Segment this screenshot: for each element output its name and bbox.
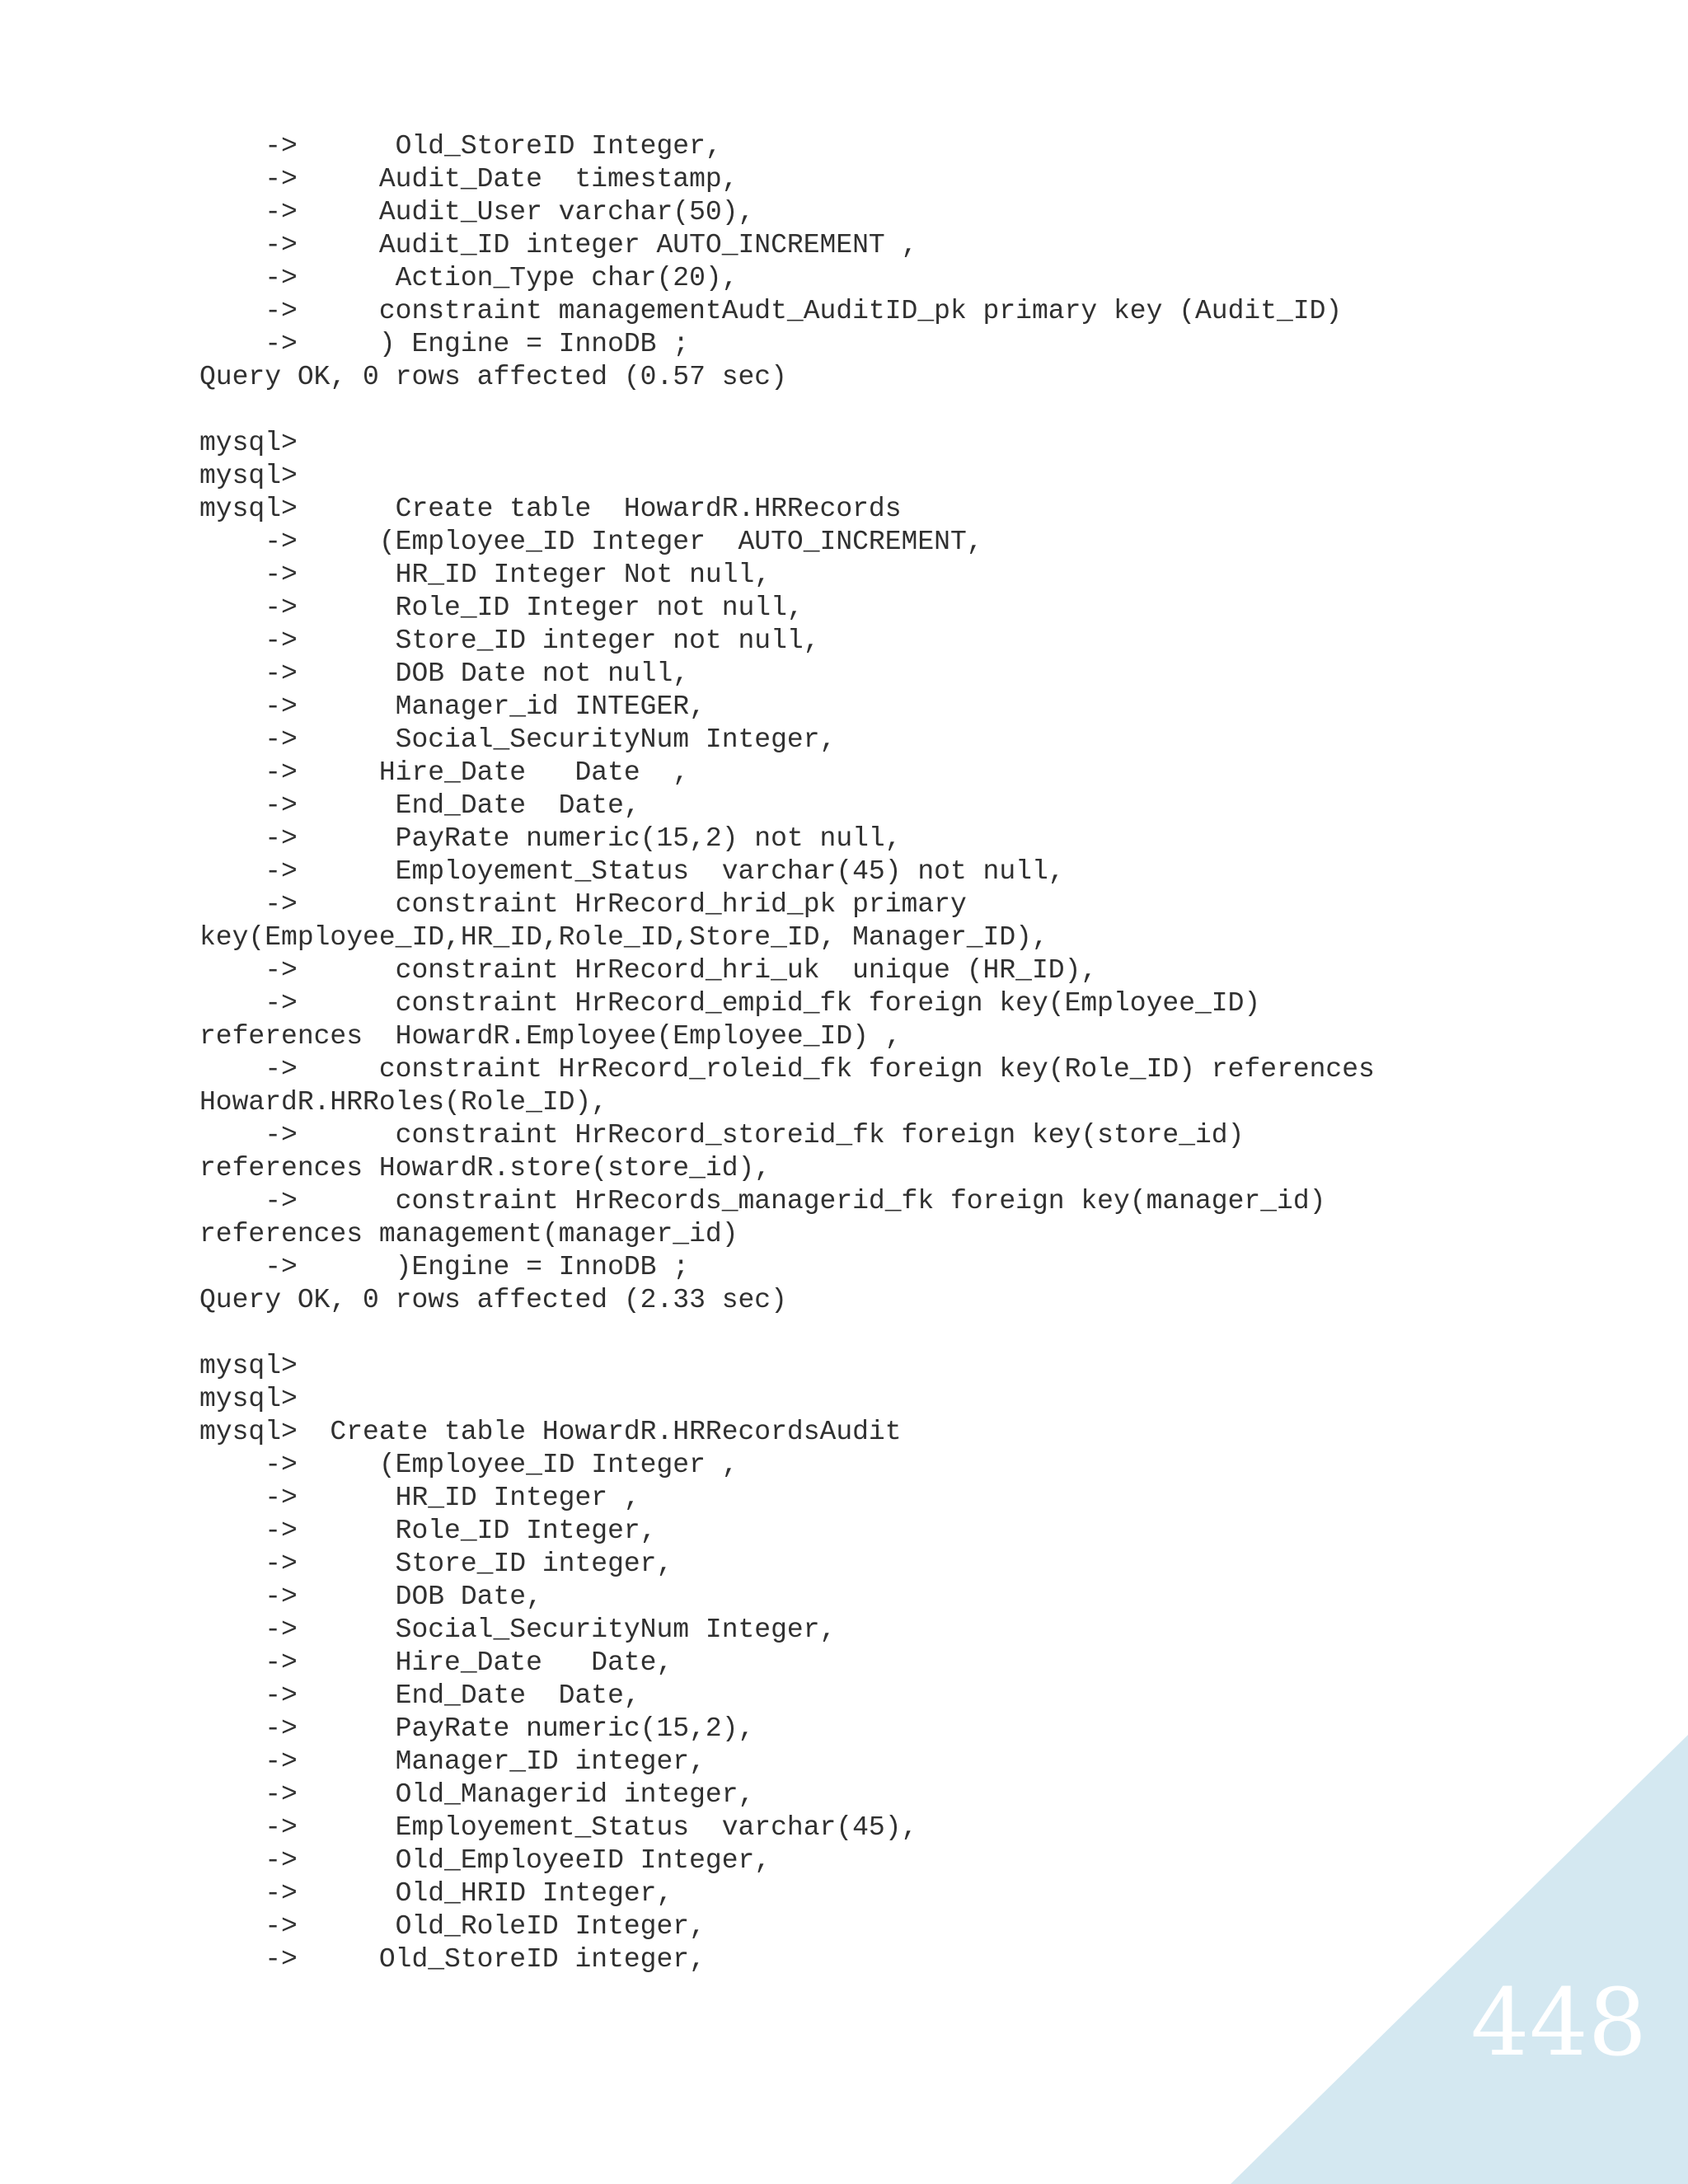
code-line: -> constraint HrRecord_empid_fk foreign key(Employee_ID) xyxy=(199,988,1261,1019)
mysql-prompt: mysql> Create table HowardR.HRRecordsAudit xyxy=(199,1417,902,1447)
blank-line xyxy=(199,394,1375,427)
mysql-prompt: mysql> Create table HowardR.HRRecords xyxy=(199,494,902,524)
code-line: references HowardR.store(store_id), xyxy=(199,1153,771,1183)
code-line: -> Old_StoreID integer, xyxy=(199,1944,706,1975)
code-line: -> Old_RoleID Integer, xyxy=(199,1911,706,1942)
code-line: -> DOB Date not null, xyxy=(199,658,690,689)
code-line: -> Old_EmployeeID Integer, xyxy=(199,1845,771,1876)
code-line: -> Role_ID Integer not null, xyxy=(199,593,804,623)
query-result: Query OK, 0 rows affected (0.57 sec) xyxy=(199,362,787,392)
code-line: -> Hire_Date Date, xyxy=(199,1647,673,1678)
code-line: -> Employement_Status varchar(45), xyxy=(199,1812,918,1843)
page-number: 448 xyxy=(1470,1970,1647,2077)
code-line: -> constraint HrRecord_hri_uk unique (HR_ID), xyxy=(199,955,1098,986)
code-line: -> HR_ID Integer Not null, xyxy=(199,560,771,590)
code-line: -> Audit_ID integer AUTO_INCREMENT , xyxy=(199,230,918,260)
code-line: -> Social_SecurityNum Integer, xyxy=(199,1615,837,1645)
mysql-console-transcript xyxy=(199,130,1375,1976)
code-line: -> Old_HRID Integer, xyxy=(199,1878,673,1909)
blank-line xyxy=(199,1317,1375,1350)
code-line: -> constraint managementAudt_AuditID_pk primary key (Audit_ID) xyxy=(199,296,1343,326)
code-line: -> Hire_Date Date , xyxy=(199,757,690,788)
code-line: -> Action_Type char(20), xyxy=(199,263,738,293)
code-line: -> Employement_Status varchar(45) not null, xyxy=(199,856,1065,887)
code-line: -> End_Date Date, xyxy=(199,1680,640,1711)
mysql-prompt: mysql> xyxy=(199,428,298,458)
code-line: -> HR_ID Integer , xyxy=(199,1483,640,1513)
code-line: -> constraint HrRecord_hrid_pk primary xyxy=(199,889,967,920)
code-line: -> constraint HrRecord_storeid_fk foreign key(store_id) xyxy=(199,1120,1245,1151)
code-line: -> Audit_Date timestamp, xyxy=(199,164,738,194)
mysql-prompt: mysql> xyxy=(199,1384,298,1414)
code-line: -> constraint HrRecords_managerid_fk foreign key(manager_id) xyxy=(199,1186,1326,1216)
code-line: -> Old_Managerid integer, xyxy=(199,1779,755,1810)
code-line: -> (Employee_ID Integer AUTO_INCREMENT, xyxy=(199,527,983,557)
mysql-prompt: mysql> xyxy=(199,1351,298,1381)
code-line: -> )Engine = InnoDB ; xyxy=(199,1252,690,1282)
code-line: -> Manager_id INTEGER, xyxy=(199,691,706,722)
code-line: references management(manager_id) xyxy=(199,1219,738,1249)
code-line: -> Old_StoreID Integer, xyxy=(199,131,722,162)
mysql-prompt: mysql> xyxy=(199,461,298,491)
code-line: -> End_Date Date, xyxy=(199,790,640,821)
code-line: -> PayRate numeric(15,2), xyxy=(199,1713,755,1744)
code-line: -> Audit_User varchar(50), xyxy=(199,197,755,227)
code-line: -> ) Engine = InnoDB ; xyxy=(199,329,690,359)
code-line: -> Store_ID integer not null, xyxy=(199,626,820,656)
code-line: references HowardR.Employee(Employee_ID) , xyxy=(199,1021,902,1052)
query-result: Query OK, 0 rows affected (2.33 sec) xyxy=(199,1285,787,1315)
code-line: HowardR.HRRoles(Role_ID), xyxy=(199,1087,608,1118)
code-line: -> (Employee_ID Integer , xyxy=(199,1450,738,1480)
code-line: key(Employee_ID,HR_ID,Role_ID,Store_ID, Manager_ID), xyxy=(199,922,1048,953)
code-line: -> Social_SecurityNum Integer, xyxy=(199,724,837,755)
code-line: -> DOB Date, xyxy=(199,1582,542,1612)
code-line: -> Role_ID Integer, xyxy=(199,1516,657,1546)
code-line: -> constraint HrRecord_roleid_fk foreign key(Role_ID) references xyxy=(199,1054,1375,1085)
code-line: -> Manager_ID integer, xyxy=(199,1746,706,1777)
code-line: -> PayRate numeric(15,2) not null, xyxy=(199,823,902,854)
code-line: -> Store_ID integer, xyxy=(199,1549,673,1579)
